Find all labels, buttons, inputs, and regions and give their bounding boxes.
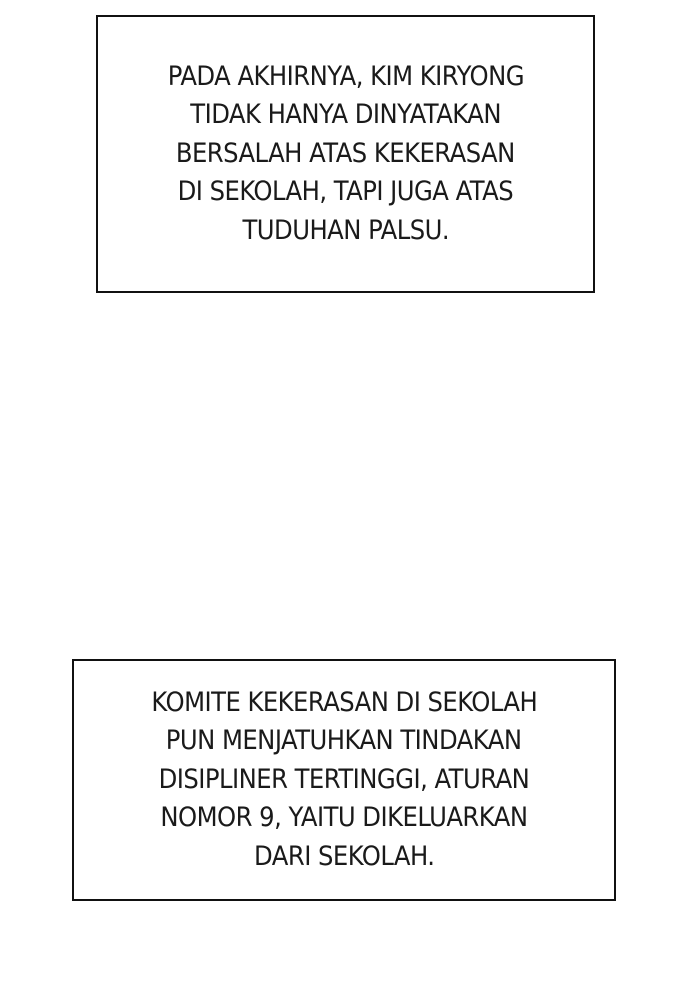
caption-box-2 <box>72 659 616 901</box>
caption-1-line-2: TIDAK HANYA DINYATAKAN <box>190 99 501 131</box>
caption-1-line-5: TUDUHAN PALSU. <box>242 214 449 246</box>
caption-1-line-1: PADA AKHIRNYA, KIM KIRYONG <box>167 60 524 92</box>
caption-2-line-4: NOMOR 9, YAITU DIKELUARKAN <box>160 802 528 834</box>
caption-1-line-4: DI SEKOLAH, TAPI JUGA ATAS <box>177 176 514 208</box>
caption-2-line-3: DISIPLINER TERTINGGI, ATURAN <box>158 763 530 795</box>
caption-1-line-3: BERSALAH ATAS KEKERASAN <box>176 137 515 169</box>
caption-2-line-1: KOMITE KEKERASAN DI SEKOLAH <box>151 686 537 718</box>
caption-box-1 <box>96 15 595 293</box>
caption-2-line-2: PUN MENJATUHKAN TINDAKAN <box>166 725 522 757</box>
caption-2-line-5: DARI SEKOLAH. <box>253 840 435 872</box>
